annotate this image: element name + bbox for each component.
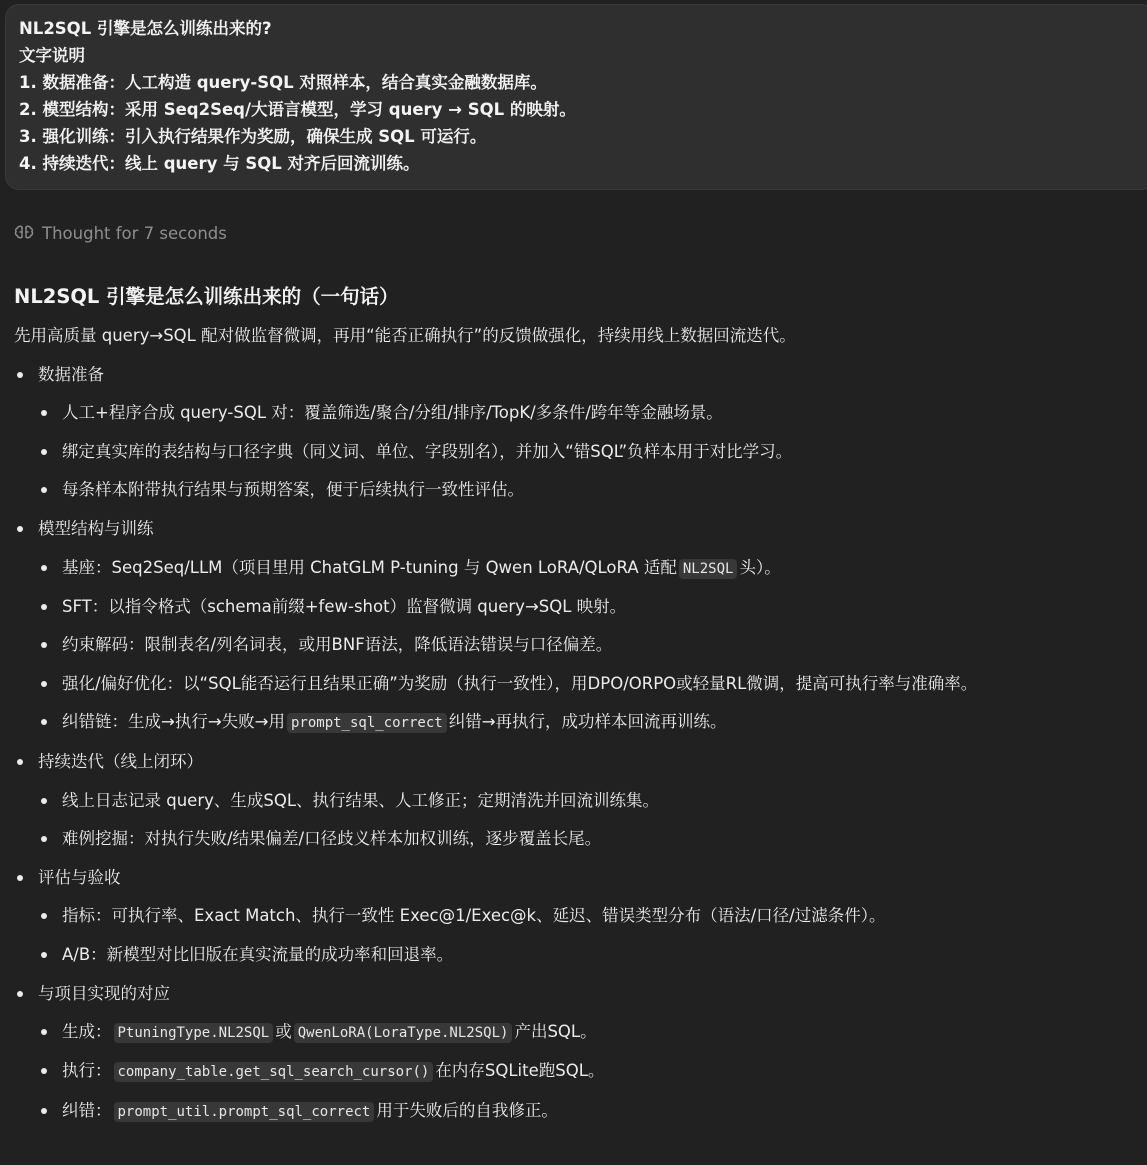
inline-code: QwenLoRA(LoraType.NL2SQL) (294, 1023, 513, 1043)
list-item (14, 1098, 1147, 1125)
list-item (14, 903, 1147, 929)
brain-icon (14, 224, 34, 242)
list-item-text: SFT：以指令格式（schema前缀+few-shot）监督微调 query→SQL 映射。 (62, 596, 627, 616)
list-item (14, 400, 1147, 426)
answer-title: NL2SQL 引擎是怎么训练出来的（一句话） (14, 285, 399, 308)
list-item (14, 439, 1147, 465)
list-item-text: 难例挖掘：对执行失败/结果偏差/口径歧义样本加权训练，逐步覆盖长尾。 (62, 828, 602, 848)
list-item-text: 线上日志记录 query、生成SQL、执行结果、人工修正；定期清洗并回流训练集。 (62, 790, 660, 810)
answer-section (14, 749, 1147, 852)
list-item (14, 477, 1147, 503)
list-item-text: 绑定真实库的表结构与口径字典（同义词、单位、字段别名），并加入“错SQL”负样本用于对比学习。 (62, 441, 793, 461)
inline-code: NL2SQL (679, 559, 738, 579)
list-item-text: 纠错→再执行，成功样本回流再训练。 (448, 712, 727, 732)
list-item (14, 1019, 1147, 1046)
inline-code: company_table.get_sql_search_cursor() (114, 1062, 434, 1082)
list-item (14, 788, 1147, 814)
list-item (14, 632, 1147, 658)
list-item (14, 1058, 1147, 1085)
user-message-bubble (5, 4, 1147, 190)
list-item (14, 671, 1147, 697)
list-item (14, 594, 1147, 620)
inline-code: PtuningType.NL2SQL (114, 1023, 274, 1043)
user-message-line: 文字说明 (19, 46, 85, 65)
user-message-line: 1. 数据准备：人工构造 query-SQL 对照样本，结合真实金融数据库。 (19, 73, 547, 92)
inline-code: prompt_sql_correct (287, 713, 447, 733)
thought-toggle[interactable] (14, 220, 227, 246)
list-item-text: 每条样本附带执行结果与预期答案，便于后续执行一致性评估。 (62, 480, 524, 500)
assistant-answer (14, 282, 1147, 1125)
list-item-text: 约束解码：限制表名/列名词表，或用BNF语法，降低语法错误与口径偏差。 (62, 635, 613, 655)
list-item-text: A/B：新模型对比旧版在真实流量的成功率和回退率。 (62, 944, 454, 964)
answer-summary: 先用高质量 query→SQL 配对做监督微调，再用“能否正确执行”的反馈做强化，持续用线上数据回流迭代。 (14, 326, 796, 345)
section-heading: 持续迭代（线上闭环） (14, 749, 1147, 775)
list-item (14, 826, 1147, 852)
section-heading: 与项目实现的对应 (14, 981, 1147, 1007)
list-item-text: 强化/偏好优化：以“SQL能否运行且结果正确”为奖励（执行一致性），用DPO/ORPO或轻量RL微调，提高可执行率与准确率。 (62, 673, 978, 693)
section-heading: 数据准备 (14, 362, 1147, 388)
thought-label: Thought for 7 seconds (42, 223, 227, 243)
user-message-line: NL2SQL 引擎是怎么训练出来的? (19, 19, 272, 38)
list-item-text: 或 (275, 1022, 292, 1042)
list-item-text: 指标：可执行率、Exact Match、执行一致性 Exec@1/Exec@k、延迟、错误类型分布（语法/口径/过滤条件）。 (62, 906, 886, 926)
list-item-text: 纠错链：生成→执行→失败→用 (62, 712, 285, 732)
list-item-text: 产出SQL。 (514, 1022, 597, 1042)
user-message-line: 4. 持续迭代：线上 query 与 SQL 对齐后回流训练。 (19, 154, 420, 173)
answer-section (14, 981, 1147, 1125)
section-heading: 评估与验收 (14, 865, 1147, 891)
user-message-line: 2. 模型结构：采用 Seq2Seq/大语言模型，学习 query → SQL 的映射。 (19, 100, 576, 119)
list-item-text: 头）。 (739, 557, 781, 577)
list-item-text: 执行： (62, 1061, 112, 1081)
inline-code: prompt_util.prompt_sql_correct (114, 1102, 375, 1122)
list-item-text: 人工+程序合成 query-SQL 对：覆盖筛选/聚合/分组/排序/TopK/多条件/跨年等金融场景。 (62, 403, 723, 423)
list-item (14, 709, 1147, 736)
list-item-text: 用于失败后的自我修正。 (376, 1100, 558, 1120)
list-item (14, 942, 1147, 968)
list-item-text: 基座：Seq2Seq/LLM（项目里用 ChatGLM P-tuning 与 Qwen LoRA/QLoRA 适配 (62, 557, 677, 577)
section-heading: 模型结构与训练 (14, 516, 1147, 542)
list-item (14, 555, 1147, 582)
answer-section (14, 865, 1147, 968)
list-item-text: 生成： (62, 1022, 112, 1042)
list-item-text: 在内存SQLite跑SQL。 (435, 1061, 605, 1081)
answer-section (14, 362, 1147, 503)
user-message-line: 3. 强化训练：引入执行结果作为奖励，确保生成 SQL 可运行。 (19, 127, 487, 146)
answer-sections (14, 362, 1147, 1125)
list-item-text: 纠错： (62, 1100, 112, 1120)
answer-section (14, 516, 1147, 736)
